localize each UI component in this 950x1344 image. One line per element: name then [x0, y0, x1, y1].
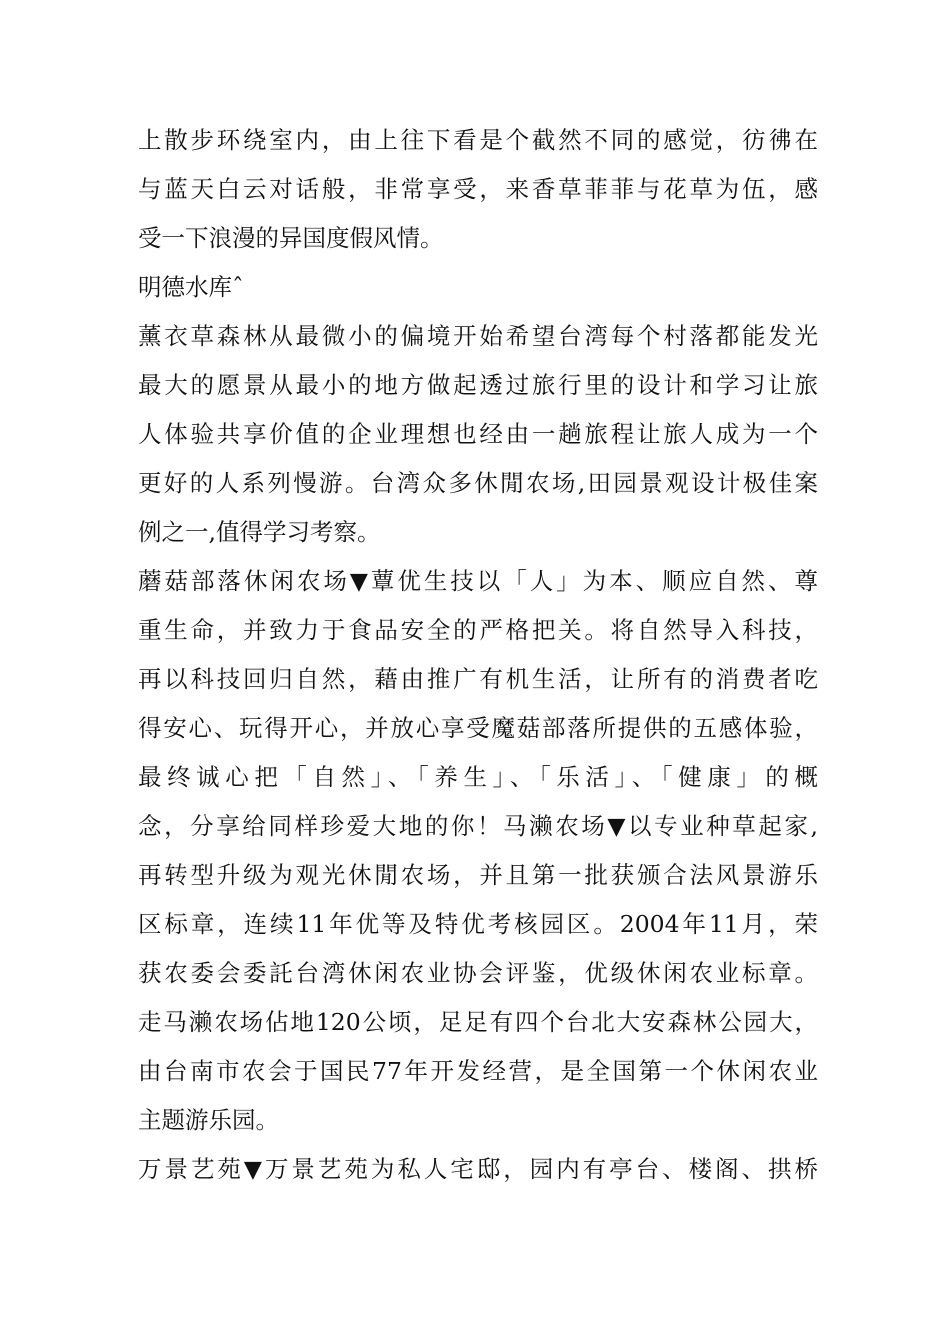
text-line: 获农委会委託台湾休闲农业协会评鉴，优级休闲农业标章。	[138, 959, 818, 987]
text-line: 薰衣草森林从最微小的偏境开始希望台湾每个村落都能发光	[138, 322, 818, 350]
text-line: 与蓝天白云对话般，非常享受，来香草菲菲与花草为伍，感	[138, 175, 818, 203]
text-line: 再以科技回归自然，藉由推广有机生活，让所有的消费者吃	[138, 665, 818, 693]
text-line: 主题游乐园。	[138, 1106, 279, 1134]
section-heading: 明德水库ˆ	[138, 273, 244, 301]
text-line: 区标章，连续11年优等及特优考核园区。2004年11月，荣	[138, 910, 818, 938]
text-line: 由台南市农会于国民77年开发经营，是全国第一个休闲农业	[138, 1057, 818, 1085]
text-line: 最终诚心把「自然」、「养生」、「乐活」、「健康」的概	[138, 763, 818, 791]
text-line: 例之一,值得学习考察。	[138, 518, 381, 546]
text-line: 念，分享给同样珍爱大地的你！马濑农场▼以专业种草起家,	[138, 812, 818, 840]
text-line: 蘑菇部落休闲农场▼蕈优生技以「人」为本、顺应自然、尊	[138, 567, 818, 595]
text-line: 最大的愿景从最小的地方做起透过旅行里的设计和学习让旅	[138, 371, 818, 399]
text-line: 重生命，并致力于食品安全的严格把关。将自然导入科技，	[138, 616, 818, 644]
text-line: 再转型升级为观光休閒农场，并且第一批获颁合法风景游乐	[138, 861, 818, 889]
text-line: 更好的人系列慢游。台湾众多休閒农场,田园景观设计极佳案	[138, 469, 818, 497]
text-line: 上散步环绕室内，由上往下看是个截然不同的感觉，彷彿在	[138, 126, 818, 154]
text-line: 走马濑农场佔地120公顷，足足有四个台北大安森林公园大，	[138, 1008, 818, 1036]
text-line: 万景艺苑▼万景艺苑为私人宅邸，园内有亭台、楼阁、拱桥	[138, 1155, 818, 1183]
document-body	[138, 116, 818, 1194]
text-line: 受一下浪漫的异国度假风情。	[138, 224, 444, 252]
text-line: 得安心、玩得开心，并放心享受魔菇部落所提供的五感体验，	[138, 714, 818, 742]
text-line: 人体验共享价值的企业理想也经由一趟旅程让旅人成为一个	[138, 420, 818, 448]
